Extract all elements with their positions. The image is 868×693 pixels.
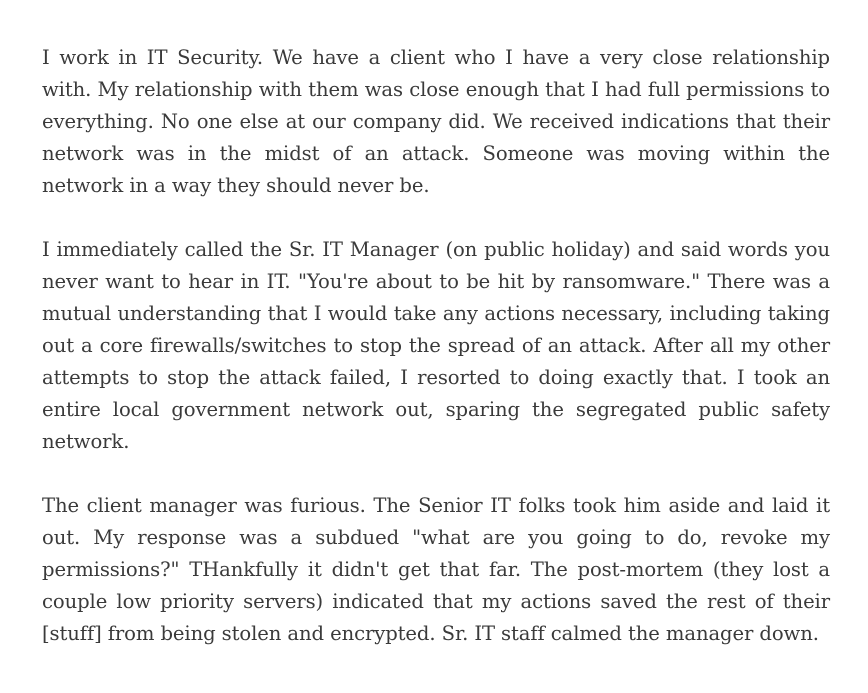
paragraph-1: I work in IT Security. We have a client who I have a very close relationship with. My relationship with them was close enough that I had full permissions to everything. No one else at our company did. We received indications that their network was in the midst of an attack. Someone was moving within the network in a way they should never be. (42, 46, 830, 197)
paragraph-2: I immediately called the Sr. IT Manager (on public holiday) and said words you never want to hear in IT. "You're about to be hit by ransomware." There was a mutual understanding that I would take any actions necessary, including taking out a core firewalls/switches to stop the spread of an attack. After all my other attempts to stop the attack failed, I resorted to doing exactly that. I took an entire local government network out, sparing the segregated public safety network. (42, 238, 830, 453)
story-text (42, 42, 830, 650)
paragraph-3: The client manager was furious. The Senior IT folks took him aside and laid it out. My response was a subdued "what are you going to do, revoke my permissions?" THankfully it didn't get that far. The post-mortem (they lost a couple low priority servers) indicated that my actions saved the rest of their [stuff] from being stolen and encrypted. Sr. IT staff calmed the manager down. (42, 494, 830, 645)
